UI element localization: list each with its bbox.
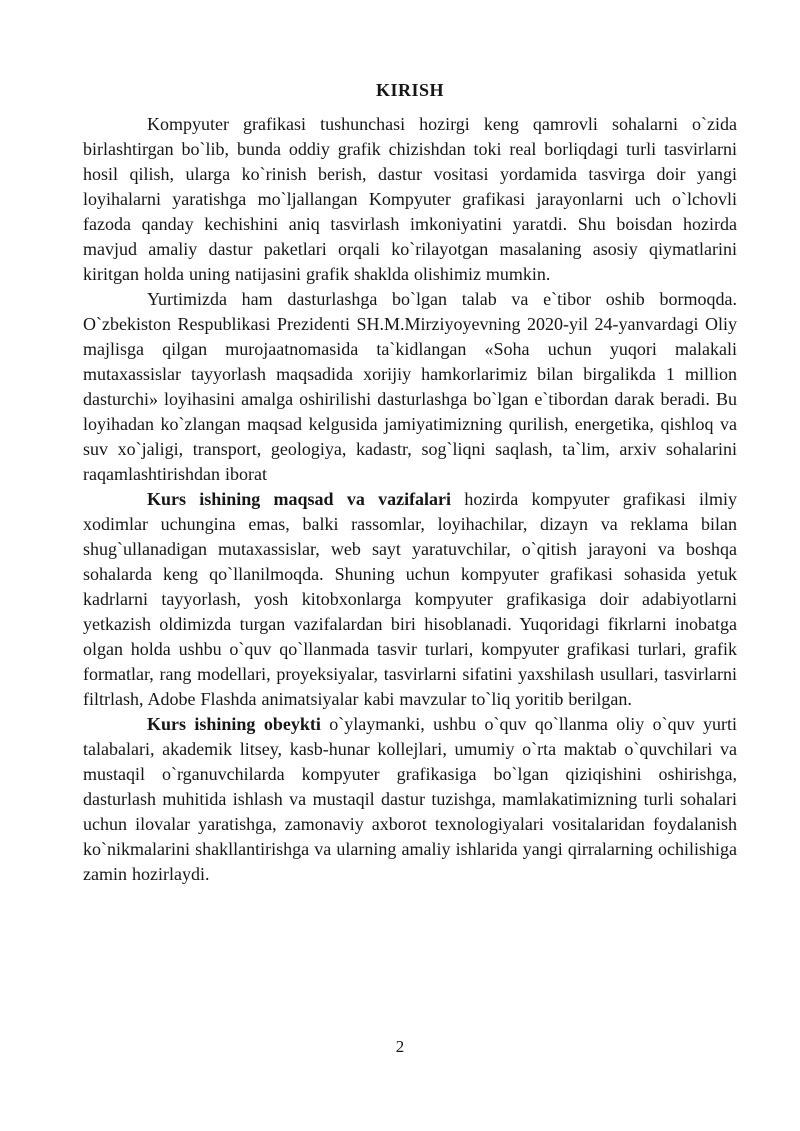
paragraph: [83, 487, 737, 712]
paragraph-lead: Kurs ishining maqsad va vazifalari: [147, 489, 452, 509]
paragraph: [83, 112, 737, 287]
document-content: [83, 78, 737, 887]
paragraph: [83, 712, 737, 887]
page-number: 2: [395, 1037, 405, 1056]
paragraph: [83, 287, 737, 487]
paragraph-lead: Kurs ishining obeykti: [147, 714, 321, 734]
paragraph-text: o`ylaymanki, ushbu o`quv qo`llanma oliy o`quv yurti talabalari, akademik litsey, kasb-hunar kollejlari, umumiy o`rta maktab o`quvchilari va mustaqil o`rganuvchilarda kompyuter grafikasiga bo`lgan qiziqishini oshirishga, dasturlash muhitida ishlash va mustaqil dastur tuzishga, mamlakatimizning turli sohalari uchun ilovalar yaratishga, zamonaviy axborot texnologiyalari vositalaridan foydalanish ko`nikmalarini shakllantirishga va ularning amaliy ishlarida yangi qirralarning ochilishiga zamin hozirlaydi.: [83, 714, 737, 884]
paragraph-text: hozirda kompyuter grafikasi ilmiy xodimlar uchungina emas, balki rassomlar, loyihachilar, dizayn va reklama bilan shug`ullanadigan mutaxassislar, web sayt yaratuvchilar, o`qitish jarayoni va boshqa sohalarda keng qo`llanilmoqda. Shuning uchun kompyuter grafikasi sohasida yetuk kadrlarni tayyorlash, yosh kitobxonlarga kompyuter grafikasiga doir adabiyotlarni yetkazish oldimizda turgan vazifalardan biri hisoblanadi. Yuqoridagi fikrlarni inobatga olgan holda ushbu o`quv qo`llanmada tasvir turlari, kompyuter grafikasi turlari, grafik formatlar, rang modellari, proyeksiyalar, tasvirlarni sifatini yaxshilash usullari, tasvirlarni filtrlash, Adobe Flashda animatsiyalar kabi mavzular to`liq yoritib berilgan.: [83, 489, 738, 709]
paragraph-text: Kompyuter grafikasi tushunchasi hozirgi keng qamrovli sohalarni o`zida birlashtirgan bo`lib, bunda oddiy grafik chizishdan toki real borliqdagi turli tasvirlarni hosil qilish, ularga ko`rinish berish, dastur vositasi yordamida tasvirga doir yangi loyihalarni yaratishga mo`ljallangan Kompyuter grafikasi jarayonlarni uch o`lchovli fazoda qanday kechishini aniq tasvirlash imkoniyatini yaratdi. Shu boisdan hozirda mavjud amaliy dastur paketlari orqali ko`rilayotgan masalaning asosiy qiymatlarini kiritgan holda uning natijasini grafik shaklda olishimiz mumkin.: [83, 114, 737, 284]
paragraph-text: Yurtimizda ham dasturlashga bo`lgan talab va e`tibor oshib bormoqda. O`zbekiston Respublikasi Prezidenti SH.M.Mirziyoyevning 2020-yil 24-yanvardagi Oliy majlisga qilgan murojaatnomasida ta`kidlangan «Soha uchun yuqori malakali mutaxassislar tayyorlash maqsadida xorijiy hamkorlarimiz bilan birgalikda 1 million dasturchi» loyihasini amalga oshirilishi dasturlashga bo`lgan e`tibordan darak beradi. Bu loyihadan ko`zlangan maqsad kelgusida jamiyatimizning qurilish, energetika, qishloq va suv xo`jaligi, transport, geologiya, kadastr, sog`liqni saqlash, ta`lim, arxiv sohalarini raqamlashtirishdan iborat: [83, 289, 737, 484]
page-title: KIRISH: [375, 80, 445, 100]
